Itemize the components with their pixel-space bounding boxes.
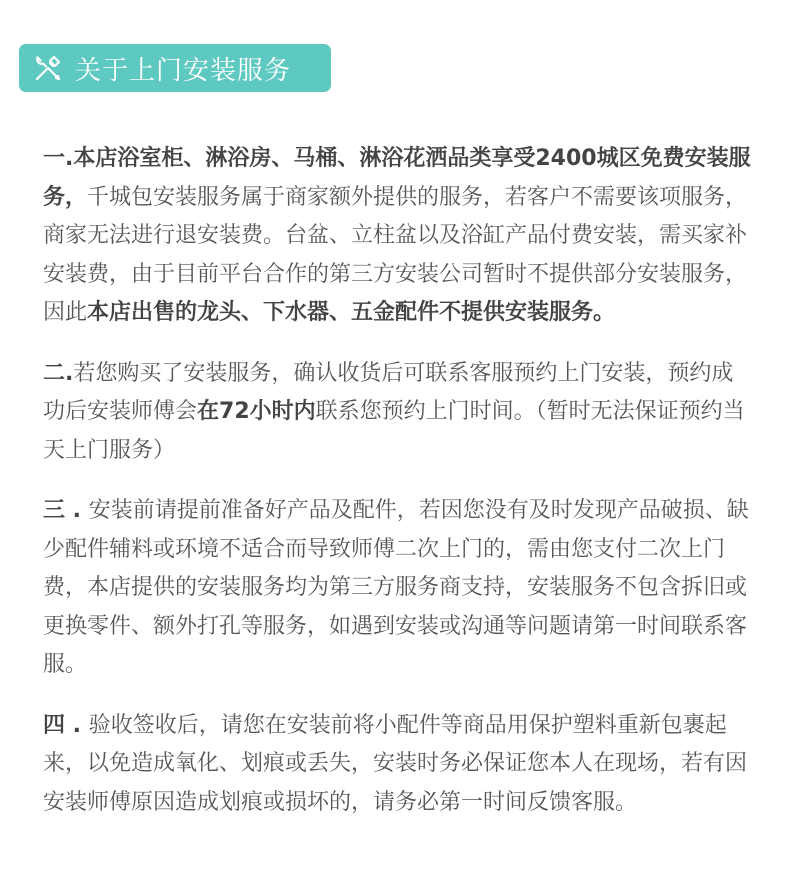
tools-icon xyxy=(33,53,63,83)
section-header-badge xyxy=(19,44,331,92)
paragraph-3-segment-1: 三 . xyxy=(43,498,89,523)
paragraph-2 xyxy=(43,355,755,471)
paragraph-4-segment-1: 四 . xyxy=(43,712,89,738)
section-title: 关于上门安装服务 xyxy=(75,55,292,86)
paragraph-1-segment-1: 一.本店浴室柜、淋浴房、马桶、淋浴花洒品类享受2400城区免费安装服务， xyxy=(43,146,751,210)
paragraph-3-segment-2: 安装前请提前准备好产品及配件，若因您没有及时发现产品破损、缺少配件辅料或环境不适合而导致师傅二次上门的，需由您支付二次上门费，本店提供的安装服务均为第三方服务商支持，安装服务不包含拆旧或更换零件、额外打孔等服务，如遇到安装或沟通等问题请第一时间联系客服。 xyxy=(43,498,749,677)
paragraph-1 xyxy=(43,140,755,333)
paragraph-4-segment-2: 验收签收后，请您在安装前将小配件等商品用保护塑料重新包裹起来，以免造成氧化、划痕或丢失，安装时务必保证您本人在现场，若有因安装师傅原因造成划痕或损坏的，请务必第一时间反馈客服。 xyxy=(43,712,748,815)
paragraph-4 xyxy=(43,707,755,823)
paragraph-2-segment-3: 在72小时内 xyxy=(197,399,316,424)
paragraph-2-segment-2: 若您购买了安装服务，确认收货后可联系客服预约上门安装，预约成功后安装师傅会 xyxy=(43,360,734,424)
paragraph-2-segment-4: 联系您预约上门时间。（暂时无法保证预约当天上门服务） xyxy=(43,399,745,463)
paragraph-1-segment-2: 千城包安装服务属于商家额外提供的服务，若客户不需要该项服务，商家无法进行退安装费。台盆、立柱盆以及浴缸产品付费安装，需买家补安装费，由于目前平台合作的第三方安装公司暂时不提供部分安装服务，因此 xyxy=(43,184,748,325)
service-terms-content xyxy=(43,140,755,844)
paragraph-1-segment-3: 本店出售的龙头、下水器、五金配件不提供安装服务。 xyxy=(87,300,616,325)
paragraph-2-segment-1: 二. xyxy=(43,360,74,386)
paragraph-3 xyxy=(43,492,755,685)
